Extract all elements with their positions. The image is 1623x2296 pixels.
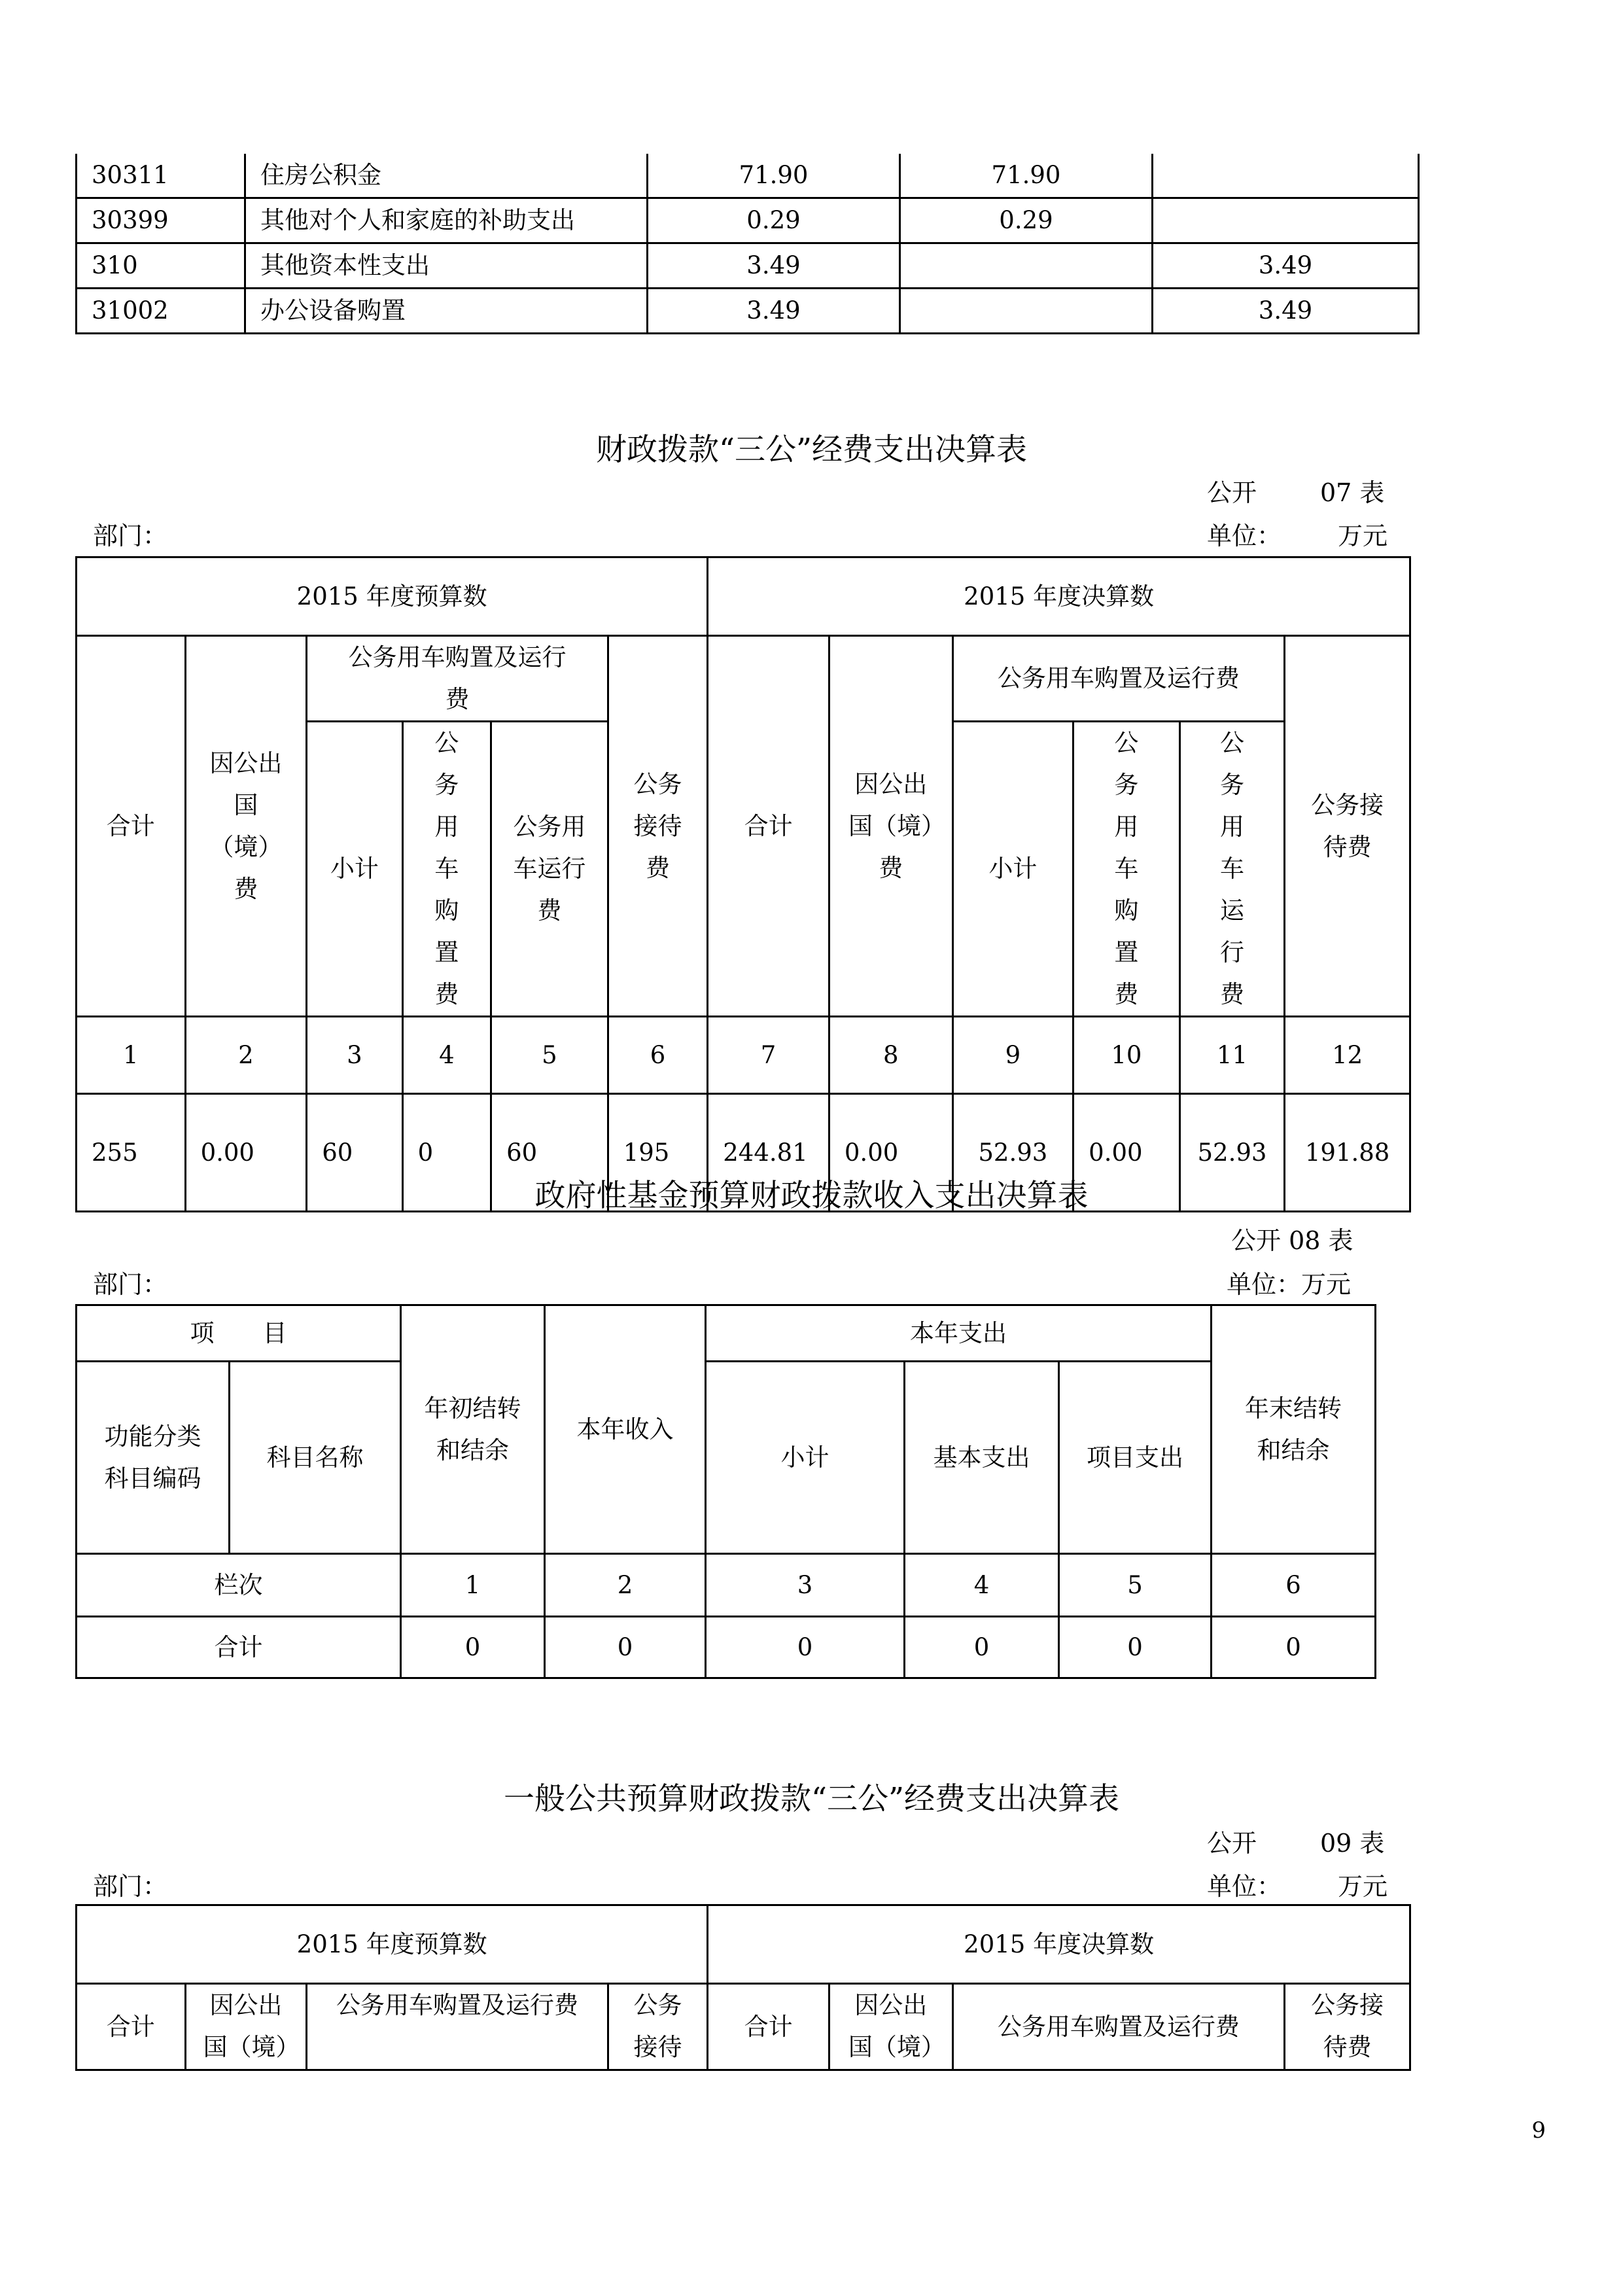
row-basic: 0.29 — [900, 198, 1153, 243]
total-value: 0 — [401, 1617, 545, 1678]
col-number: 10 — [1073, 1017, 1180, 1094]
value-cell: 60 — [491, 1094, 608, 1212]
h-total: 合计 — [77, 1984, 186, 2070]
value-cell: 244.81 — [708, 1094, 829, 1212]
total-value: 0 — [905, 1617, 1059, 1678]
table-08 — [75, 1304, 1376, 1679]
table-09 — [75, 1904, 1411, 2071]
h-subject-name: 科目名称 — [230, 1362, 401, 1554]
table-row — [77, 243, 1419, 289]
budget-header: 2015 年度预算数 — [77, 1905, 708, 1984]
table-09-title: 一般公共预算财政拨款“三公”经费支出决算表 — [503, 1781, 1120, 1817]
h-subtotal: 小计 — [307, 722, 402, 1017]
table-row — [77, 198, 1419, 243]
table-row — [77, 1905, 1410, 1984]
table-row — [77, 1617, 1376, 1678]
h-car-run: 公务用车运行费 — [491, 722, 608, 1017]
table-07-code-label: 公开 — [1207, 478, 1257, 507]
value-cell: 191.88 — [1285, 1094, 1410, 1212]
value-cell: 0.00 — [185, 1094, 307, 1212]
col-number: 7 — [708, 1017, 829, 1094]
value-cell: 60 — [307, 1094, 402, 1212]
h-car-group: 公务用车购置及运行费 — [307, 1984, 608, 2070]
page-number: 9 — [1531, 2117, 1546, 2144]
h-begin-balance: 年初结转和结余 — [401, 1305, 545, 1554]
col-number: 6 — [608, 1017, 708, 1094]
col-number: 9 — [952, 1017, 1073, 1094]
total-value: 0 — [706, 1617, 905, 1678]
h-car-group: 公务用车购置及运行费 — [952, 636, 1285, 722]
h-abroad: 因公出国（境）费 — [185, 636, 307, 1017]
row-name: 其他对个人和家庭的补助支出 — [245, 198, 648, 243]
h-car-run: 公务用车运行费 — [1179, 722, 1285, 1017]
table-08-unit-label: 单位：万元 — [1227, 1270, 1352, 1299]
row-basic — [900, 289, 1153, 334]
final-header: 2015 年度决算数 — [708, 1905, 1410, 1984]
col-number: 3 — [706, 1554, 905, 1617]
table-row — [77, 289, 1419, 334]
table-09-unit-label: 单位： — [1207, 1872, 1282, 1901]
row-name: 住房公积金 — [245, 154, 648, 198]
final-header: 2015 年度决算数 — [708, 557, 1410, 636]
table-08-title: 政府性基金预算财政拨款收入支出决算表 — [534, 1178, 1089, 1214]
col-number: 6 — [1212, 1554, 1376, 1617]
col-number: 2 — [545, 1554, 706, 1617]
table-09-code-num: 09 表 — [1320, 1829, 1385, 1858]
table-row — [77, 557, 1410, 636]
table-07 — [75, 556, 1411, 1212]
row-basic: 71.90 — [900, 154, 1153, 198]
col-number: 8 — [829, 1017, 952, 1094]
table-row — [77, 1984, 1410, 2070]
h-reception: 公务接待 — [608, 1984, 708, 2070]
value-cell: 52.93 — [952, 1094, 1073, 1212]
col-number: 11 — [1179, 1017, 1285, 1094]
row-total: 3.49 — [648, 289, 900, 334]
h-expense-group: 本年支出 — [706, 1305, 1212, 1362]
row-code: 31002 — [77, 289, 245, 334]
value-cell: 0 — [402, 1094, 491, 1212]
row-code: 310 — [77, 243, 245, 289]
h-end-balance: 年末结转和结余 — [1212, 1305, 1376, 1554]
table-07-dept-label: 部门： — [93, 521, 168, 550]
col-number: 3 — [307, 1017, 402, 1094]
col-number: 12 — [1285, 1017, 1410, 1094]
h-item: 项 目 — [77, 1305, 401, 1362]
table-row — [77, 1554, 1376, 1617]
table-07-code-num: 07 表 — [1320, 478, 1385, 507]
row-project: 3.49 — [1153, 289, 1419, 334]
row-total: 71.90 — [648, 154, 900, 198]
value-cell: 0.00 — [829, 1094, 952, 1212]
h-basic: 基本支出 — [905, 1362, 1059, 1554]
h-subtotal: 小计 — [706, 1362, 905, 1554]
row-code: 30399 — [77, 198, 245, 243]
table-09-code-label: 公开 — [1207, 1829, 1257, 1858]
h-income: 本年收入 — [545, 1305, 706, 1554]
table-row — [77, 1362, 1376, 1554]
h-reception: 公务接待费 — [608, 636, 708, 1017]
value-cell: 0.00 — [1073, 1094, 1180, 1212]
value-cell: 195 — [608, 1094, 708, 1212]
row-name: 其他资本性支出 — [245, 243, 648, 289]
h-total: 合计 — [708, 636, 829, 1017]
h-abroad: 因公出国（境） — [829, 1984, 952, 2070]
col-number: 4 — [402, 1017, 491, 1094]
h-reception: 公务接待费 — [1285, 636, 1410, 1017]
h-total: 合计 — [77, 636, 186, 1017]
col-number: 5 — [1059, 1554, 1212, 1617]
col-number: 4 — [905, 1554, 1059, 1617]
budget-header: 2015 年度预算数 — [77, 557, 708, 636]
h-subtotal: 小计 — [952, 722, 1073, 1017]
h-car-buy: 公务用车购置费 — [1073, 722, 1180, 1017]
table-08-code-label: 公开 08 表 — [1231, 1226, 1353, 1255]
col-number: 1 — [77, 1017, 186, 1094]
value-cell: 255 — [77, 1094, 186, 1212]
row-total: 0.29 — [648, 198, 900, 243]
h-car-group: 公务用车购置及运行费 — [952, 1984, 1285, 2070]
total-value: 0 — [1212, 1617, 1376, 1678]
value-cell: 52.93 — [1179, 1094, 1285, 1212]
row-project — [1153, 154, 1419, 198]
h-car-buy: 公务用车购置费 — [402, 722, 491, 1017]
row-basic — [900, 243, 1153, 289]
top-continuation-table — [75, 154, 1420, 334]
table-row — [77, 636, 1410, 722]
table-09-unit-value: 万元 — [1338, 1872, 1388, 1901]
row-project — [1153, 198, 1419, 243]
table-07-title: 财政拨款“三公”经费支出决算表 — [595, 432, 1028, 468]
h-func-code: 功能分类科目编码 — [77, 1362, 230, 1554]
row-name: 办公设备购置 — [245, 289, 648, 334]
table-row — [77, 1305, 1376, 1362]
h-abroad: 因公出国（境）费 — [829, 636, 952, 1017]
h-project: 项目支出 — [1059, 1362, 1212, 1554]
row-total: 3.49 — [648, 243, 900, 289]
col-number: 1 — [401, 1554, 545, 1617]
total-value: 0 — [1059, 1617, 1212, 1678]
total-value: 0 — [545, 1617, 706, 1678]
table-row — [77, 154, 1419, 198]
col-number: 2 — [185, 1017, 307, 1094]
table-row — [77, 1017, 1410, 1094]
h-total: 合计 — [708, 1984, 829, 2070]
table-07-unit-label: 单位： — [1207, 521, 1282, 550]
total-label: 合计 — [77, 1617, 401, 1678]
table-09-dept-label: 部门： — [93, 1872, 168, 1901]
table-08-dept-label: 部门： — [93, 1270, 168, 1299]
row-index-label: 栏次 — [77, 1554, 401, 1617]
row-code: 30311 — [77, 154, 245, 198]
table-07-unit-value: 万元 — [1338, 521, 1388, 550]
h-car-group: 公务用车购置及运行费 — [307, 636, 608, 722]
row-project: 3.49 — [1153, 243, 1419, 289]
col-number: 5 — [491, 1017, 608, 1094]
h-abroad: 因公出国（境） — [185, 1984, 307, 2070]
h-reception: 公务接待费 — [1285, 1984, 1410, 2070]
